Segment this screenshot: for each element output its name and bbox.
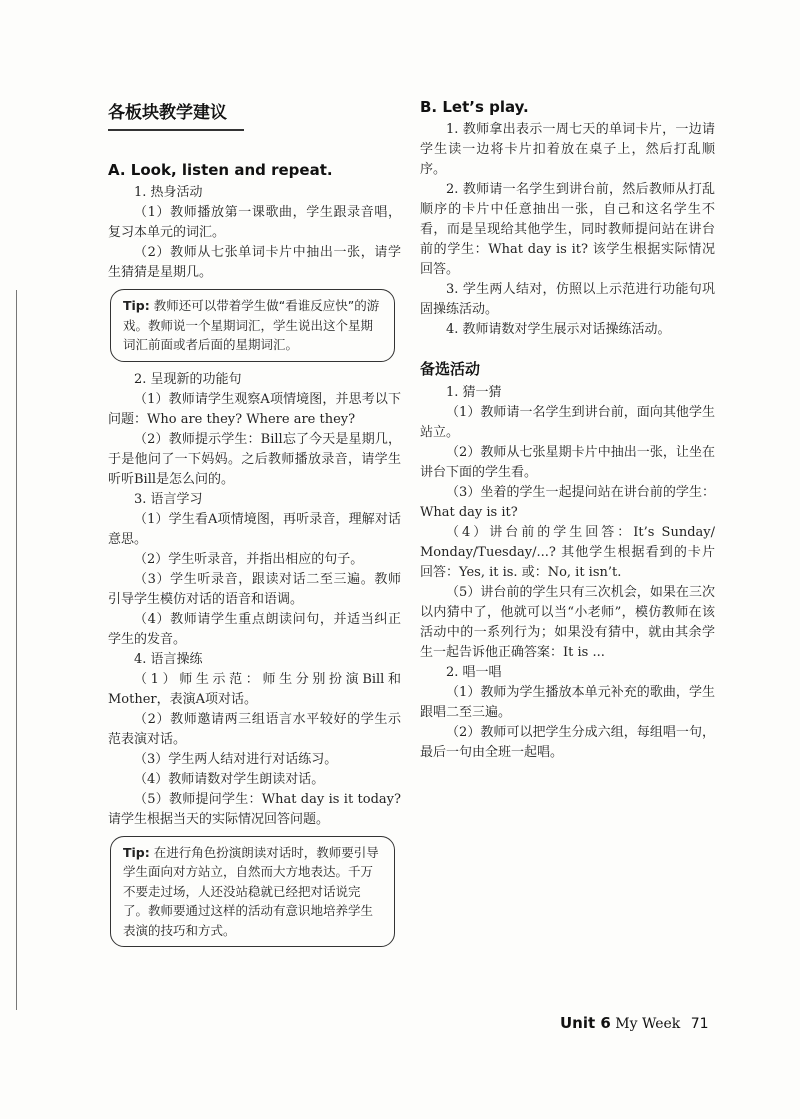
paragraph: 2. 呈现新的功能句: [134, 371, 242, 387]
paragraph: 3. 学生两人结对，仿照以上示范进行功能句巩固操练活动。: [420, 282, 715, 317]
paragraph: （3）学生听录音，跟读对话二至三遍。教师引导学生模仿对话的语音和语调。: [108, 571, 401, 607]
paragraph: 2. 教师请一名学生到讲台前，然后教师从打乱顺序的卡片中任意抽出一张，自己和这名学生不看，而是呈现给其他学生，同时教师提问站在讲台前的学生：What day is it? 该学生根据实际情况回答。: [420, 182, 715, 277]
paragraph: （1）教师为学生播放本单元补充的歌曲，学生跟唱二至三遍。: [420, 685, 715, 720]
paragraph: 1. 热身活动: [134, 185, 203, 200]
paragraph: （4）教师请学生重点朗读问句，并适当纠正学生的发音。: [108, 611, 401, 647]
section-b-heading: B. Let’s play.: [420, 98, 529, 116]
paragraph: （5）教师提问学生：What day is it today? 请学生根据当天的实际情况回答问题。: [108, 791, 401, 827]
paragraph: 1. 猜一猜: [446, 385, 502, 400]
paragraph: 1. 教师拿出表示一周七天的单词卡片，一边请学生读一边将卡片扣着放在桌子上，然后打乱顺序。: [420, 122, 715, 177]
page-heading: 各板块教学建议: [108, 98, 244, 131]
tip-text: 教师还可以带着学生做“看谁反应快”的游戏。教师说一个星期词汇，学生说出这个星期词汇前面或者后面的星期词汇。: [123, 298, 380, 352]
page-number: 71: [690, 1016, 709, 1032]
optional-activities-heading: 备选活动: [420, 360, 481, 378]
paragraph: 4. 教师请数对学生展示对话操练活动。: [446, 322, 671, 337]
right-column: [420, 98, 715, 763]
paragraph: （2）教师邀请两三组语言水平较好的学生示范表演对话。: [108, 711, 401, 747]
paragraph: （2）教师可以把学生分成六组，每组唱一句，最后一句由全班一起唱。: [420, 725, 715, 760]
paragraph: （2）教师提示学生：Bill忘了今天是星期几，于是他问了一下妈妈。之后教师播放录音，请学生听听Bill是怎么问的。: [108, 431, 401, 487]
paragraph: 2. 唱一唱: [446, 665, 502, 680]
tip-text: 在进行角色扮演朗读对话时，教师要引导学生面向对方站立，自然而大方地表达。千万不要走过场，人还没站稳就已经把对话说完了。教师要通过这样的活动有意识地培养学生表演的技巧和方式。: [123, 844, 379, 938]
paragraph: 3. 语言学习: [134, 491, 203, 507]
footer-unit: Unit 6: [560, 1014, 611, 1032]
paragraph: （4）教师请数对学生朗读对话。: [134, 771, 325, 787]
paragraph: （1）教师请一名学生到讲台前，面向其他学生站立。: [420, 405, 715, 440]
margin-line: [16, 290, 17, 1010]
paragraph: （2）教师从七张单词卡片中抽出一张，请学生猜猜是星期几。: [108, 245, 401, 280]
footer-title: My Week: [615, 1016, 681, 1032]
tip-label: Tip:: [123, 298, 150, 313]
paragraph: 4. 语言操练: [134, 651, 203, 667]
paragraph: （2）学生听录音，并指出相应的句子。: [134, 551, 364, 567]
left-column: [108, 98, 401, 955]
tip-box: [110, 836, 395, 948]
paragraph: （1）学生看A项情境图，再听录音，理解对话意思。: [108, 511, 401, 547]
tip-box: [110, 289, 395, 362]
paragraph: （2）教师从七张星期卡片中抽出一张，让坐在讲台下面的学生看。: [420, 445, 715, 480]
paragraph: （1）教师播放第一课歌曲，学生跟录音唱，复习本单元的词汇。: [108, 205, 401, 240]
paragraph: （5）讲台前的学生只有三次机会，如果在三次以内猜中了，他就可以当“小老师”，模仿教师在该活动中的一系列行为；如果没有猜中，就由其余学生一起告诉他正确答案：It is ...: [420, 585, 715, 660]
page-footer: [560, 1014, 709, 1032]
paragraph: （3）学生两人结对进行对话练习。: [134, 751, 338, 767]
paragraph: （3）坐着的学生一起提问站在讲台前的学生：What day is it?: [420, 485, 715, 520]
section-a-heading: A. Look, listen and repeat.: [108, 161, 333, 179]
paragraph: （1）师生示范：师生分别扮演Bill和Mother，表演A项对话。: [108, 671, 401, 707]
paragraph: （4）讲台前的学生回答：It’s Sunday/ Monday/Tuesday/...? 其他学生根据看到的卡片回答：Yes, it is. 或：No, it isn’t.: [420, 525, 715, 580]
paragraph: （1）教师请学生观察A项情境图，并思考以下问题：Who are they? Where are they?: [108, 391, 401, 427]
tip-label: Tip:: [123, 844, 150, 860]
